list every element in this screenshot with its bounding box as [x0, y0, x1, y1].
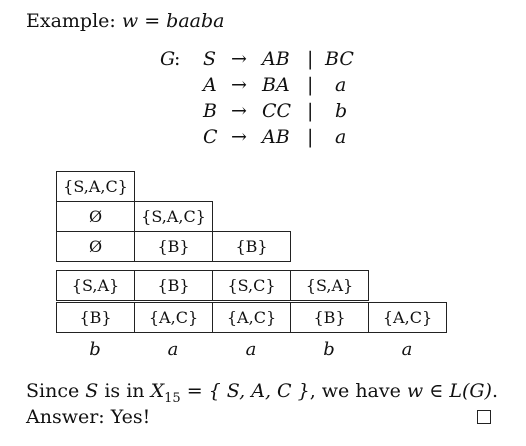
rule-arrow: →: [231, 100, 247, 122]
rule-alt2: b: [335, 100, 348, 122]
cyk-cell-3-5: {B}: [212, 231, 291, 262]
cyk-cell-1-1: {B}: [56, 302, 135, 333]
grammar-rule-c: [0, 126, 526, 150]
grammar-name: G: [160, 48, 176, 70]
rule-bar: |: [307, 126, 314, 148]
table-cell-subscript: 15: [164, 390, 181, 406]
example-heading: [26, 10, 224, 32]
equals-sign: =: [186, 380, 203, 402]
rule-alt1: CC: [262, 100, 292, 122]
cyk-cell-3-4: {S,C}: [212, 270, 291, 301]
rule-alt2: BC: [325, 48, 354, 70]
rule-alt1: BA: [262, 74, 290, 96]
cyk-cell-1-5: {S,A,C}: [56, 171, 135, 202]
start-symbol: S: [85, 380, 99, 402]
answer-value: Yes!: [110, 406, 151, 428]
word-letter: a: [245, 339, 257, 360]
word-letter: a: [401, 339, 413, 360]
top-cell-set: { S, A, C }: [208, 380, 310, 402]
language-of-grammar: L(G): [449, 380, 492, 402]
answer-line: [26, 406, 150, 428]
cyk-cell-4-4: {B}: [290, 302, 369, 333]
grammar-rule-s: [0, 48, 526, 72]
rule-alt1: AB: [262, 126, 290, 148]
rule-bar: |: [307, 48, 314, 70]
cyk-cell-2-4: {B}: [134, 231, 213, 262]
is-in-text: is in: [104, 380, 145, 402]
rule-lhs: B: [203, 100, 217, 122]
table-cell-name: X: [150, 380, 165, 402]
rule-arrow: →: [231, 126, 247, 148]
cyk-cell-1-3: Ø: [56, 231, 135, 262]
word-letter: b: [323, 339, 335, 360]
grammar-rule-a: [0, 74, 526, 98]
cyk-cell-1-4: Ø: [56, 201, 135, 232]
word-letter: a: [167, 339, 179, 360]
grammar-colon: :: [174, 48, 181, 70]
rule-bar: |: [307, 100, 314, 122]
cyk-cell-5-5: {A,C}: [368, 302, 447, 333]
rule-lhs: A: [203, 74, 217, 96]
input-word: baaba: [166, 10, 225, 32]
word-variable: w: [406, 380, 424, 402]
rule-alt1: AB: [262, 48, 290, 70]
rule-bar: |: [307, 74, 314, 96]
word-letter: b: [89, 339, 101, 360]
cyk-cell-1-2: {S,A}: [56, 270, 135, 301]
rule-alt2: a: [335, 126, 347, 148]
word-variable: w: [121, 10, 139, 32]
grammar-rule-b: [0, 100, 526, 124]
rule-arrow: →: [231, 48, 247, 70]
rule-alt2: a: [335, 74, 347, 96]
we-have-text: , we have: [309, 380, 401, 402]
cyk-cell-3-3: {A,C}: [212, 302, 291, 333]
rule-lhs: S: [203, 48, 217, 70]
answer-label: Answer:: [26, 406, 105, 428]
conclusion-sentence: [26, 380, 498, 406]
cyk-cell-4-5: {S,A}: [290, 270, 369, 301]
element-of-symbol: ∈: [429, 380, 444, 402]
example-label: Example:: [26, 10, 116, 32]
period: .: [491, 380, 499, 402]
cyk-cell-2-3: {B}: [134, 270, 213, 301]
rule-arrow: →: [231, 74, 247, 96]
cyk-cell-2-2: {A,C}: [134, 302, 213, 333]
rule-lhs: C: [203, 126, 218, 148]
equals-sign: =: [144, 10, 161, 32]
cyk-cell-2-5: {S,A,C}: [134, 201, 213, 232]
qed-square-icon: [477, 410, 491, 424]
since-text: Since: [26, 380, 80, 402]
